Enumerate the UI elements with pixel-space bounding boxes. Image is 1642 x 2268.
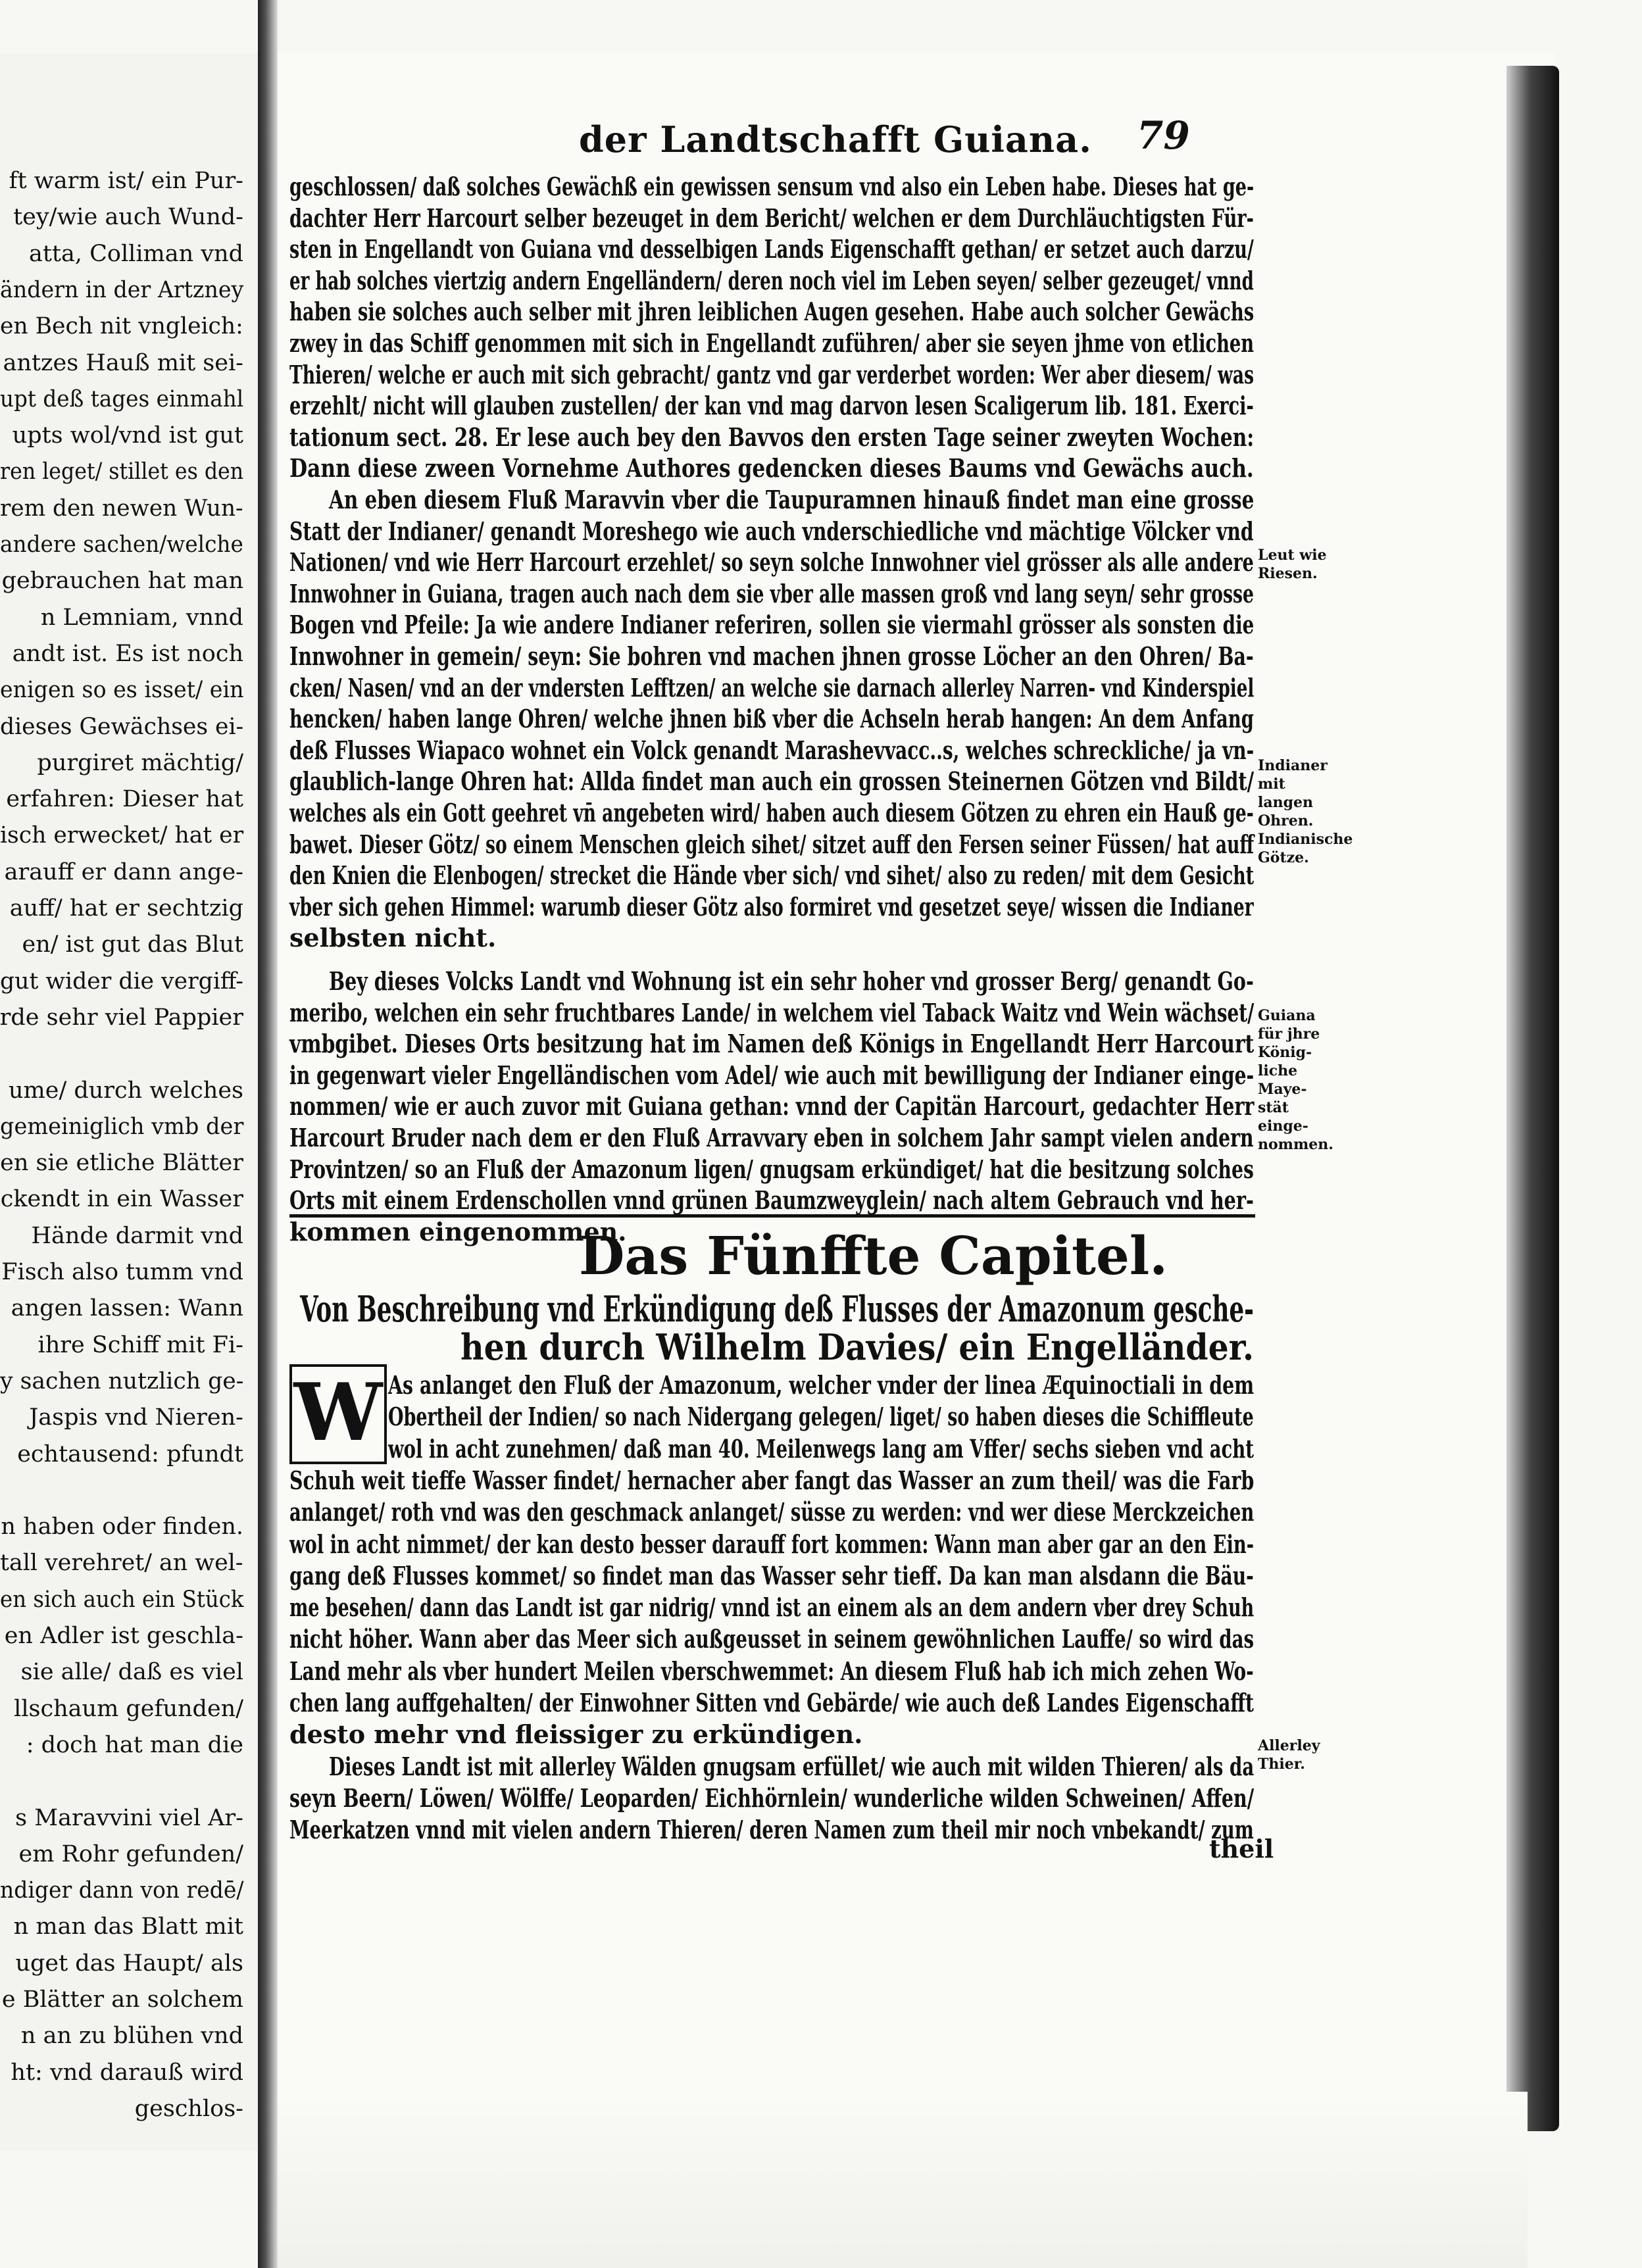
left-page-line: rem den newen Wun- xyxy=(0,495,243,522)
text-line: Obertheil der Indien/ so nach Nidergang gelegen/ liget/ so haben dieses die Schiffleute xyxy=(388,1402,1254,1432)
left-page-line: n Lemniam, vnnd xyxy=(40,604,243,631)
running-head: der Landtschafft Guiana. xyxy=(579,118,1092,160)
left-page-line: ume/ durch welches xyxy=(9,1077,243,1104)
left-page-line: gut wider die vergiff- xyxy=(0,968,243,995)
left-page-line: ft warm ist/ ein Pur- xyxy=(9,168,243,194)
text-line: hencken/ haben lange Ohren/ welche jhnen biß vber die Achseln herab hangen: An dem Anfang xyxy=(289,704,1254,734)
text-line: glaublich-lange Ohren hat: Allda findet man auch ein grossen Steinernen Götzen vnd Bildt/ xyxy=(289,766,1255,797)
chapter-subtitle-line-1: Von Beschreibung vnd Erkündigung deß Flusses der Amazonum gesche- xyxy=(300,1288,1254,1330)
left-page-line: gemeiniglich vmb der xyxy=(0,1113,243,1140)
left-page xyxy=(0,53,262,2151)
text-line: seyn Beern/ Löwen/ Wölffe/ Leoparden/ Eichhörnlein/ wunderliche wilden Schweinen/ Affen/ xyxy=(289,1783,1255,1813)
text-line: deß Flusses Wiapaco wohnet ein Volck genandt Marashevvacc..s, welches schreckliche/ ja vn- xyxy=(289,735,1255,765)
text-line: bawet. Dieser Götz/ so einem Menschen gleich sihet/ sitzet auff den Fersen seiner Füssen/ hat auff xyxy=(289,829,1255,859)
text-line: wol in acht nimmet/ der kan desto besser darauff fort kommen: Wann man aber gar an den Ein- xyxy=(289,1529,1255,1559)
left-page-line: upt deß tages einmahl xyxy=(0,385,243,412)
text-line: tationum sect. 28. Er lese auch bey den Bavvos den ersten Tage seiner zweyten Wochen: xyxy=(289,422,1255,452)
book-gutter xyxy=(258,0,278,2268)
text-line: Orts mit einem Erdenschollen vnnd grünen Baumzweyglein/ nach altem Gebrauch vnd her- xyxy=(289,1185,1254,1216)
text-line: Land mehr als vber hundert Meilen vberschwemmet: An diesem Fluß hab ich mich zehen Wo- xyxy=(289,1656,1254,1686)
left-page-line: Fisch also tumm vnd xyxy=(1,1259,243,1285)
text-line: Schuh weit tieffe Wasser findet/ hernacher aber fangt das Wasser an zum theil/ was die Farb xyxy=(289,1465,1255,1495)
left-page-line: andt ist. Es ist noch xyxy=(12,640,243,667)
left-page-line: sie alle/ daß es viel xyxy=(20,1659,243,1686)
left-page-line: upts wol/vnd ist gut xyxy=(12,422,243,449)
left-page-line: en/ ist gut das Blut xyxy=(22,931,243,958)
left-page-line: angen lassen: Wann xyxy=(11,1295,243,1322)
left-page-line: ihre Schiff mit Fi- xyxy=(37,1331,243,1358)
left-page-line: e Blätter an solchem xyxy=(1,1986,243,2013)
left-page-line: uget das Haupt/ als xyxy=(15,1950,243,1977)
text-line: nicht höher. Wann aber das Meer sich außgeusset in seinem gewöhnlichen Lauffe/ so wird das xyxy=(289,1624,1255,1654)
margin-note-giants: Leut wie Riesen. xyxy=(1258,547,1327,582)
text-line: geschlossen/ daß solches Gewächß ein gewissen sensum vnd also ein Leben habe. Dieses hat ge- xyxy=(289,172,1255,201)
text-line: meribo, welchen ein sehr fruchtbares Lande/ in welchem viel Taback Waitz vnd Wein wächset/ xyxy=(289,997,1255,1027)
text-line: sten in Engellandt von Guiana vnd desselbigen Lands Eigenschafft gethan/ er setzet auch darzu/ xyxy=(289,234,1254,264)
left-page-line: n haben oder finden. xyxy=(1,1514,243,1541)
text-line: Provintzen/ so an Fluß der Amazonum ligen/ gnugsam erkündiget/ hat die besitzung solches xyxy=(289,1154,1254,1184)
text-line: er hab solches viertzig andern Engelländern/ deren noch viel im Leben seyen/ selber gezeuget/ vnnd xyxy=(289,265,1254,295)
left-page-line: geschlos- xyxy=(134,2095,243,2122)
left-page-line: en Bech nit vngleich: xyxy=(0,313,243,340)
left-page-line: antzes Hauß mit sei- xyxy=(3,349,243,376)
left-page-line: echtausend: pfundt xyxy=(17,1441,243,1467)
left-page-line: llschaum gefunden/ xyxy=(14,1695,243,1722)
catchword: theil xyxy=(1209,1834,1274,1863)
book-edge xyxy=(1506,66,1559,2131)
left-page-line: rde sehr viel Pappier xyxy=(0,1004,243,1031)
page-bottom xyxy=(278,2092,1528,2268)
text-line: in gegenwart vieler Engelländischen vom Adel/ wie auch mit bewilligung der Indianer einge- xyxy=(289,1060,1255,1090)
chapter-subtitle-line-2: hen durch Wilhelm Davies/ ein Engelländer. xyxy=(460,1326,1255,1368)
margin-note-idol: Indianische Götze. xyxy=(1258,831,1353,866)
left-page-line: en sich auch ein Stück xyxy=(0,1586,243,1613)
left-page-line: en sie etliche Blätter xyxy=(0,1150,243,1177)
left-page-line: erfahren: Dieser hat xyxy=(6,786,243,813)
text-line: Dann diese zween Vornehme Authores gedencken dieses Baums vnd Gewächs auch. xyxy=(289,453,1254,483)
text-line: selbsten nicht. xyxy=(289,923,497,953)
left-page-line: Hände darmit vnd xyxy=(31,1222,243,1249)
left-page-line: dieses Gewächses ei- xyxy=(0,713,243,740)
text-line: An eben diesem Fluß Maravvin vber die Taupuramnen hinauß findet man eine grosse xyxy=(329,485,1255,514)
text-line: kommen eingenommen. xyxy=(289,1216,627,1246)
text-line: me besehen/ dann das Landt ist gar nidrig/ vnnd ist an einem als an dem andern vber drey Schuh xyxy=(289,1592,1255,1623)
chapter-title: Das Fünffte Capitel. xyxy=(579,1225,1168,1287)
left-page-line: auff/ hat er sechtzig xyxy=(9,895,243,922)
left-page-line: arauff er dann ange- xyxy=(4,858,243,885)
text-line: vmbgibet. Dieses Orts besitzung hat im Namen deß Königs in Engellandt Herr Harcourt xyxy=(289,1029,1255,1059)
left-page-line: em Rohr gefunden/ xyxy=(18,1840,243,1867)
text-line: desto mehr vnd fleissiger zu erkündigen. xyxy=(289,1719,863,1750)
text-line: nommen/ wie er auch zuvor mit Guiana gethan: vnnd der Capitän Harcourt, gedachter Herr xyxy=(289,1091,1255,1122)
text-line: den Knien die Elenbogen/ strecket die Hände vber sich/ vnd sihet/ also zu reden/ mit dem Gesicht xyxy=(289,860,1255,891)
text-line: Meerkatzen vnnd mit vielen andern Thieren/ deren Namen zum theil mir noch vnbekandt/ zum xyxy=(289,1815,1254,1845)
text-line: Statt der Indianer/ genandt Moreshego wie auch vnderschiedliche vnd mächtige Völcker vnd xyxy=(289,516,1254,546)
text-line: dachter Herr Harcourt selber bezeuget in dem Bericht/ welchen er dem Durchläuchtigsten Für- xyxy=(289,203,1254,233)
text-line: vber sich gehen Himmel: warumb dieser Götz also formiret vnd gesetzet seye/ wissen die Indianer xyxy=(289,891,1254,922)
left-page-line: tall verehret/ an wel- xyxy=(0,1550,243,1577)
text-line: anlanget/ roth vnd was den geschmack anlanget/ süsse zu werden: vnd wer diese Merckzeichen xyxy=(289,1497,1255,1527)
text-line: Innwohner in gemein/ seyn: Sie bohren vnd machen jhnen grosse Löcher an den Ohren/ Ba- xyxy=(289,641,1254,671)
left-page-line: en Adler ist geschla- xyxy=(4,1623,243,1649)
left-page-line: n an zu blühen vnd xyxy=(20,2023,243,2050)
text-line: Bogen vnd Pfeile: Ja wie andere Indianer referiren, sollen sie viermahl grösser als sonsten die xyxy=(289,610,1255,640)
left-page-line: : doch hat man die xyxy=(26,1731,243,1758)
drop-cap: W xyxy=(289,1364,387,1464)
left-page-line: atta, Colliman vnd xyxy=(29,240,243,267)
margin-note-guiana: Guiana für jhre König-liche Maye-stät einge-nommen. xyxy=(1258,1007,1333,1153)
text-line: Innwohner in Guiana, tragen auch nach dem sie vber alle massen groß vnd lang seyn/ sehr grosse xyxy=(289,578,1254,608)
left-page-line: s Maravvini viel Ar- xyxy=(15,1804,243,1831)
left-page-line: gebrauchen hat man xyxy=(1,568,243,595)
left-page-line: enigen so es isset/ ein xyxy=(0,677,243,704)
text-line: erzehlt/ nicht will glauben zustellen/ der kan vnd mag darvon lesen Scaligerum lib. 181. Exerci- xyxy=(289,391,1254,421)
left-page-line: Jaspis vnd Nieren- xyxy=(29,1404,243,1431)
text-line: gang deß Flusses kommet/ so findet man das Wasser sehr tieff. Da kan man alsdann die Bäu- xyxy=(289,1560,1254,1590)
left-page-line: purgiret mächtig/ xyxy=(37,749,243,776)
left-page-line: ren leget/ stillet es den xyxy=(0,458,243,485)
text-line: haben sie solches auch selber mit jhren leiblichen Augen gesehen. Habe auch solcher Gewächs xyxy=(289,297,1255,327)
text-line: wol in acht zunehmen/ daß man 40. Meilenwegs lang am Vffer/ sechs sieben vnd acht xyxy=(388,1433,1254,1464)
text-line: chen lang auffgehalten/ der Einwohner Sitten vnd Gebärde/ wie auch deß Landes Eigenschafft xyxy=(289,1688,1254,1717)
text-line: Thieren/ welche er auch mit sich gebracht/ gantz vnd gar verderbet worden: Wer aber diesem/ was xyxy=(289,359,1255,389)
left-page-line: n man das Blatt mit xyxy=(13,1913,243,1940)
left-page-line: ckendt in ein Wasser xyxy=(0,1186,243,1213)
text-line: Harcourt Bruder nach dem er den Fluß Arravvary eben in solchem Jahr sampt vielen andern xyxy=(289,1123,1254,1152)
left-page-line: ändern in der Artzney xyxy=(0,276,243,303)
text-line: As anlanget den Fluß der Amazonum, welcher vnder der linea Æquinoctiali in dem xyxy=(388,1370,1255,1400)
left-page-line: tey/wie auch Wund- xyxy=(13,204,243,231)
margin-note-animals: Allerley Thier. xyxy=(1258,1737,1320,1773)
text-line: zwey in das Schiff genommen mit sich in Engellandt zuführen/ aber sie seyen jhme von etlichen xyxy=(289,328,1255,358)
left-page-line: ndiger dann von redē/ xyxy=(0,1877,243,1904)
text-line: welches als ein Gott geehret vn̄ angebeten wird/ haben auch diesem Götzen zu ehren ein Hauß ge- xyxy=(289,798,1254,827)
left-page-line: y sachen nutzlich ge- xyxy=(0,1368,243,1394)
margin-note-long-ears: Indianer mit langen Ohren. xyxy=(1258,757,1328,829)
text-line: Nationen/ vnd wie Herr Harcourt erzehlet/ so seyn solche Innwohner viel grösser als alle andere xyxy=(289,547,1254,578)
left-page-line: isch erwecket/ hat er xyxy=(0,822,243,849)
left-page-line: ht: vnd darauß wird xyxy=(11,2059,243,2086)
left-page-line: andere sachen/welche xyxy=(0,531,243,558)
page-number: 79 xyxy=(1137,113,1190,158)
text-line: Bey dieses Volcks Landt vnd Wohnung ist ein sehr hoher vnd grosser Berg/ genandt Go- xyxy=(329,966,1254,996)
text-line: Dieses Landt ist mit allerley Wälden gnugsam erfüllet/ wie auch mit wilden Thieren/ als da xyxy=(329,1751,1255,1781)
text-line: cken/ Nasen/ vnd an der vndersten Lefftzen/ an welche sie darnach allerley Narren- vnd Kinderspiel xyxy=(289,672,1255,703)
